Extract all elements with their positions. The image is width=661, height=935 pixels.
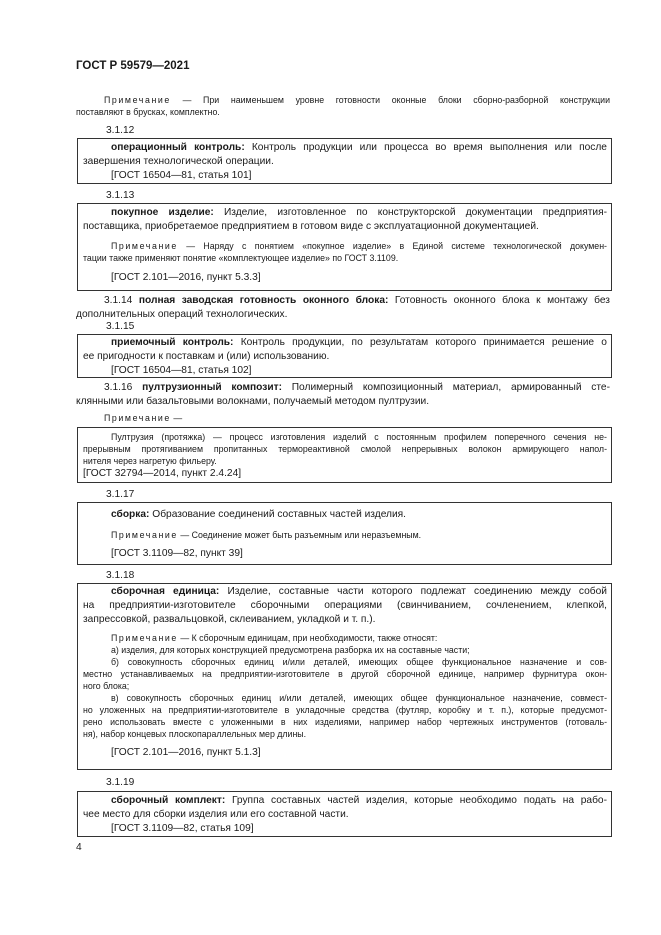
term-number: 3.1.12 xyxy=(106,125,135,136)
term-box-3-1-13: покупное изделие: Изделие, изготовленное по конструкторской документации предприятия- поставщика, приобретаемое предприятием в готовом виде с эксплуатационной документацией. Примечание — Наряду с понятием «покупное изделие» в Единой системе технологической докумен- тации также применяют понятие «комплектующее изделие» по ГОСТ 3.1109. [ГОСТ 2.101—2016, пункт 5.3.3] xyxy=(77,203,612,291)
term-box-3-1-19: сборочный комплект: Группа составных частей изделия, которые необходимо подать на рабо- чее место для сборки изделия или его составной части. [ГОСТ 3.1109—82, статья 109] xyxy=(77,791,612,837)
term-reference: [ГОСТ 3.1109—82, пункт 39] xyxy=(111,548,243,559)
term-number: 3.1.18 xyxy=(106,570,135,581)
term-title: сборочная единица: xyxy=(111,586,220,597)
term-note-label: Примечание — xyxy=(104,413,183,423)
term-title: покупное изделие: xyxy=(111,207,214,218)
term-title: пултрузионный композит: xyxy=(142,382,282,393)
term-number: 3.1.14 xyxy=(104,295,133,306)
term-reference: [ГОСТ 2.101—2016, пункт 5.3.3] xyxy=(111,272,261,283)
term-title: полная заводская готовность оконного блока: xyxy=(138,295,389,306)
term-box-3-1-15: приемочный контроль: Контроль продукции, по результатам которого принимается решение о ее пригодности к поставкам и (или) использованию. [ГОСТ 16504—81, статья 102] xyxy=(77,334,612,378)
term-number: 3.1.15 xyxy=(106,321,135,332)
term-box-3-1-17: сборка: Образование соединений составных частей изделия. Примечание — Соединение может быть разъемным или неразъемным. [ГОСТ 3.1109—82, пункт 39] xyxy=(77,502,612,565)
term-note: Примечание — К сборочным единицам, при необходимости, также относят: а) изделия, для которых конструкцией предусмотрена разборка их на составные части; б) совокупность сборочных единиц и/или деталей, имеющих общее функциональное назначение и сов- местно устанавливаемых на предприятии-изготовителе в другой сборочной единице, например фурнитура окон- ного блока; в) совокупность сборочных единиц и/или деталей, имеющих общее функциональное назначение, совмест- но уложенных на предприятии-изготовителе в укладочные средства (футляр, коробку и т. п.), которые предусмот- рено использовать вместе с уложенными в них изделиями, например набор чертежных инструментов (готоваль- ня), набор концевых плоскопараллельных мер длины. xyxy=(83,633,607,739)
term-title: сборка: xyxy=(111,509,150,520)
term-note: Пултрузия (протяжка) — процесс изготовления изделий с постоянным профилем поперечного сечения не- прерывным протягиванием пропитанных термореактивной смолой непрерывных волокон армирующего напол- нителя через нагретую фильеру. xyxy=(83,432,607,466)
term-box-3-1-18: сборочная единица: Изделие, составные части которого подлежат соединению между собой на предприятии-изготовителе сборочными операциями (свинчиванием, сочленением, клепкой, запрессовкой, развальцовкой, склеиванием, укладкой и т. п.). Примечание — К сборочным единицам, при необходимости, также относят: а) изделия, для которых конструкцией предусмотрена разборка их на составные части; б) совокупность сборочных единиц и/или деталей, имеющих общее функциональное назначение и сов- местно устанавливаемых на предприятии-изготовителе в другой сборочной единице, например фурнитура окон- ного блока; в) совокупность сборочных единиц и/или деталей, имеющих общее функциональное назначение, совмест- но уложенных на предприятии-изготовителе в укладочные средства (футляр, коробку и т. п.), которые предусмот- рено использовать вместе с уложенными в них изделиями, например набор чертежных инструментов (готоваль- ня), набор концевых плоскопараллельных мер длины. [ГОСТ 2.101—2016, пункт 5.1.3] xyxy=(77,583,612,770)
term-3-1-14: 3.1.14 полная заводская готовность оконного блока: Готовность оконного блока к монтажу без дополнительных операций технологических. xyxy=(76,295,610,320)
term-title: сборочный комплект: xyxy=(111,795,226,806)
term-reference: [ГОСТ 2.101—2016, пункт 5.1.3] xyxy=(111,747,261,758)
term-number: 3.1.16 xyxy=(104,382,133,393)
term-reference: [ГОСТ 32794—2014, пункт 2.4.24] xyxy=(83,468,242,479)
page-number: 4 xyxy=(76,842,82,853)
document-header: ГОСТ Р 59579—2021 xyxy=(76,60,190,72)
term-box-3-1-12: операционный контроль: Контроль продукции или процесса во время выполнения или после завершения технологической операции. [ГОСТ 16504—81, статья 101] xyxy=(77,138,612,184)
term-reference: [ГОСТ 16504—81, статья 101] xyxy=(111,170,252,181)
term-reference: [ГОСТ 16504—81, статья 102] xyxy=(111,365,252,376)
term-note: Примечание — Соединение может быть разъемным или неразъемным. xyxy=(111,530,422,540)
term-title: операционный контроль: xyxy=(111,142,245,153)
term-number: 3.1.17 xyxy=(106,489,135,500)
note-label: Примечание xyxy=(104,95,171,105)
intro-note: Примечание — При наименьшем уровне готовности оконные блоки сборно-разборной конструкции поставляют в брусках, комплектно. xyxy=(76,95,610,117)
term-title: приемочный контроль: xyxy=(111,337,234,348)
term-box-3-1-16 xyxy=(77,427,612,483)
term-number: 3.1.13 xyxy=(106,190,135,201)
term-3-1-16: 3.1.16 пултрузионный композит: Полимерный композиционный материал, армированный сте- клянными или базальтовыми волокнами, получаемый методом пултрузии. xyxy=(76,382,610,407)
term-number: 3.1.19 xyxy=(106,777,135,788)
term-note: Примечание — Наряду с понятием «покупное изделие» в Единой системе технологической докумен- тации также применяют понятие «комплектующее изделие» по ГОСТ 3.1109. xyxy=(83,241,607,263)
term-reference: [ГОСТ 3.1109—82, статья 109] xyxy=(111,823,254,834)
